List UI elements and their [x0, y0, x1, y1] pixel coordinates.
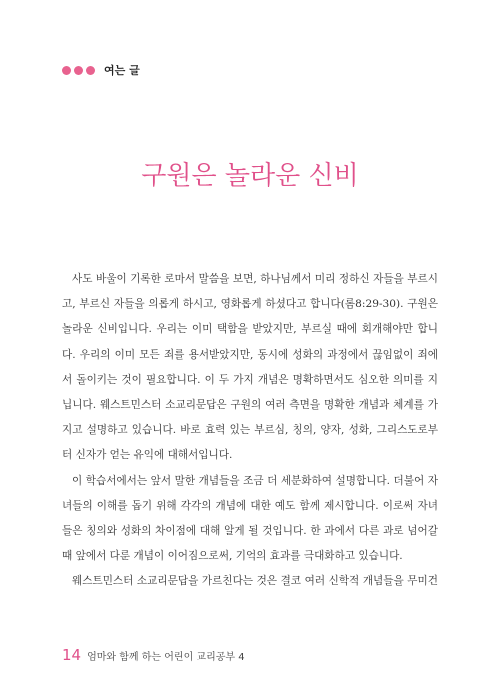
book-title: 엄마와 함께 하는 어린이 교리공부 4: [87, 652, 245, 663]
pink-dot-icon: [74, 66, 83, 75]
paragraph-line: 사도 바울이 기록한 로마서 말씀을 보면, 하나님께서 미리 정하신 자들을 부르시: [72, 273, 438, 285]
pink-dot-icon: [62, 66, 71, 75]
paragraph-line: 녀들의 이해를 돕기 위해 각각의 개념에 대한 예도 함께 제시합니다. 이로써 자녀: [62, 499, 438, 512]
section-label: 여는 글: [104, 64, 140, 77]
body-text: [62, 267, 438, 594]
paragraph-line: 지고 설명하고 있습니다. 바로 효력 있는 부르심, 칭의, 양자, 성화, 그리스도로부: [62, 424, 438, 437]
paragraph-line: 이 학습서에서는 앞서 말한 개념들을 조금 더 세분화하여 설명합니다. 더불어 자: [72, 474, 438, 487]
paragraph-line: 서 돌이키는 것이 필요합니다. 이 두 가지 개념은 명확하면서도 심오한 의미를 지: [62, 373, 438, 386]
paragraph-line: 웨스트민스터 소교리문답을 가르친다는 것은 결코 여러 신학적 개념들을 무미건: [72, 575, 438, 588]
paragraph-line: 때 앞에서 다룬 개념이 이어짐으로써, 기억의 효과를 극대화하고 있습니다.: [62, 550, 403, 563]
paragraph-line: 터 신자가 얻는 유익에 대해서입니다.: [62, 449, 233, 462]
paragraph-line: 다. 우리의 이미 모든 죄를 용서받았지만, 동시에 성화의 과정에서 끊임없이 죄에: [62, 348, 438, 361]
pink-dot-icon: [86, 66, 95, 75]
paragraph-line: 고, 부르신 자들을 의롭게 하시고, 영화롭게 하셨다고 합니다(롬8:29-30). 구원은: [62, 298, 438, 311]
paragraph-line: 놀라운 신비입니다. 우리는 이미 택함을 받았지만, 부르실 때에 회개해야만 합니: [62, 323, 438, 336]
paragraph-line: 들은 칭의와 성화의 차이점에 대해 알게 될 것입니다. 한 과에서 다른 과로 넘어갈: [62, 524, 438, 537]
page-footer: [62, 646, 245, 664]
page-number: 14: [62, 646, 82, 664]
page-title: 구원은 놀라운 신비: [141, 161, 359, 192]
section-header: [62, 62, 140, 78]
paragraph-line: 닙니다. 웨스트민스터 소교리문답은 구원의 여러 측면을 명확한 개념과 체계를 가: [62, 398, 438, 411]
